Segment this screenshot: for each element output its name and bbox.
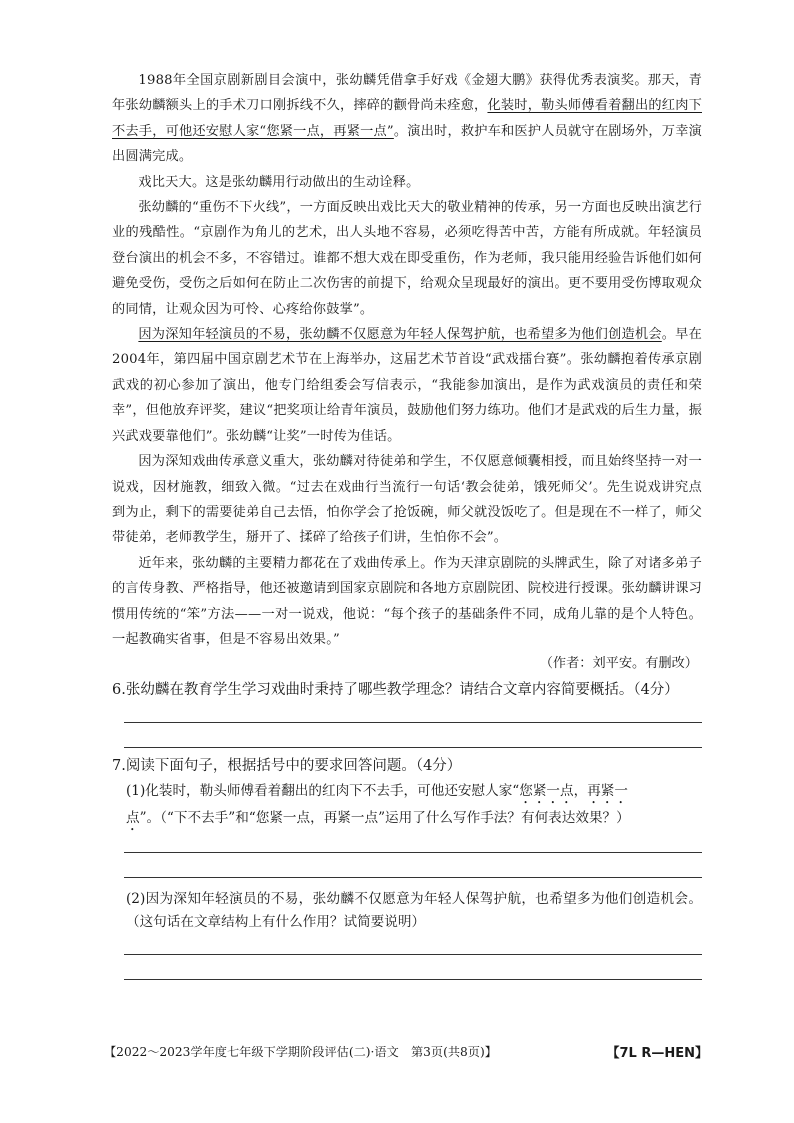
answer-line[interactable] <box>124 954 702 955</box>
answer-line[interactable] <box>124 747 702 748</box>
answer-line[interactable] <box>124 852 702 853</box>
document-page <box>112 68 702 980</box>
dotted-emphasis: 点 <box>126 810 140 827</box>
article-paragraph-3: 张幼麟的“重伤不下火线”，一方面反映出戏比天大的敬业精神的传承，另一方面也反映出演艺行业的残酷性。“京剧作为角儿的艺术，出人头地不容易，必须吃得苦中苦，方能有所成就。年轻演员登台演出的机会不多，不容错过。谁都不想大戏在即受重伤，作为老师，我只能用经验告诉他们如何避免受伤，受伤之后如何在防止二次伤害的前提下，给观众呈现最好的演出。更不要用受伤博取观众的同情，让观众因为可怜、心疼给你鼓掌”。 <box>112 200 702 317</box>
article-paragraph-5: 因为深知戏曲传承意义重大，张幼麟对待徒弟和学生，不仅愿意倾囊相授，而且始终坚持一对一说戏，因材施教，细致入微。“过去在戏曲行当流行一句话‘教会徒弟，饿死师父’。先生说戏讲究点到为止，剩下的需要徒弟自己去悟，怕你学会了抢饭碗，师父就没饭吃了。但是现在不一样了，师父带徒弟，老师教学生，掰开了、揉碎了给孩子们讲，生怕你不会”。 <box>112 454 702 546</box>
question-6: 6.张幼麟在教育学生学习戏曲时秉持了哪些教学理念？请结合文章内容简要概括。（4分） <box>112 682 679 699</box>
article-paragraph-2: 戏比天大。这是张幼麟用行动做出的生动诠释。 <box>138 174 420 190</box>
underlined-sentence-1: 化装时，勒头师傅看着翻出的红肉下不去手，可他还安慰人家“您紧一点，再紧一点” <box>112 98 702 139</box>
question-7: 7.阅读下面句子，根据括号中的要求回答问题。（4分） <box>112 758 462 775</box>
footer-exam-info: 【2022～2023学年度七年级下学期阶段评估(二)·语文 第3页(共8页)】 <box>104 1045 497 1059</box>
question-7-part-1: (1)化装时，勒头师傅看着翻出的红肉下不去手，可他还安慰人家“您紧一点，再紧一 点”。（“下不去手”和“您紧一点，再紧一点”运用了什么写作手法？有何表达效果？） <box>126 783 630 827</box>
footer-code: 【7L R—HEN】 <box>606 1046 708 1061</box>
answer-line[interactable] <box>124 722 702 723</box>
question-7-part-2: (2)因为深知年轻演员的不易，张幼麟不仅愿意为年轻人保驾护航，也希望多为他们创造机会。（这句话在文章结构上有什么作用？试简要说明） <box>126 891 702 931</box>
answer-line[interactable] <box>124 877 702 878</box>
underlined-sentence-2: 因为深知年轻演员的不易，张幼麟不仅愿意为年轻人保驾护航，也希望多为他们创造机会 <box>138 327 662 343</box>
article-paragraph-6: 近年来，张幼麟的主要精力都花在了戏曲传承上。作为天津京剧院的头牌武生，除了对诸多弟子的言传身教、严格指导，他还被邀请到国家京剧院和各地方京剧院团、院校进行授课。张幼麟讲课习惯用传统的“笨”方法——一对一说戏，他说：“每个孩子的基础条件不同，成角儿靠的是个人特色。一起教确实省事，但是不容易出效果。” <box>112 555 702 647</box>
article-paragraph-4: 因为深知年轻演员的不易，张幼麟不仅愿意为年轻人保驾护航，也希望多为他们创造机会。早在2004年，第四届中国京剧艺术节在上海举办，这届艺术节首设“武戏擂台赛”。张幼麟抱着传承京剧武戏的初心参加了演出，他专门给组委会写信表示，“我能参加演出，是作为武戏演员的责任和荣幸”，但他放弃评奖，建议“把奖项让给青年演员，鼓励他们努力练功。他们才是武戏的后生力量，振兴武戏要靠他们”。张幼麟“让奖”一时传为佳话。 <box>112 327 702 444</box>
page-footer <box>104 1042 708 1061</box>
answer-line[interactable] <box>124 979 702 980</box>
dotted-emphasis: 您紧一点，再紧一 <box>519 783 628 800</box>
article-paragraph-1: 1988年全国京剧新剧目会演中，张幼麟凭借拿手好戏《金翅大鹏》获得优秀表演奖。那天，青年张幼麟额头上的手术刀口刚拆线不久，摔碎的颧骨尚未痊愈，化装时，勒头师傅看着翻出的红肉下不去手，可他还安慰人家“您紧一点，再紧一点”。演出时，救护车和医护人员就守在剧场外，万幸演出圆满完成。 <box>112 73 702 165</box>
author-credit: （作者：刘平安。有删改） <box>539 656 698 672</box>
